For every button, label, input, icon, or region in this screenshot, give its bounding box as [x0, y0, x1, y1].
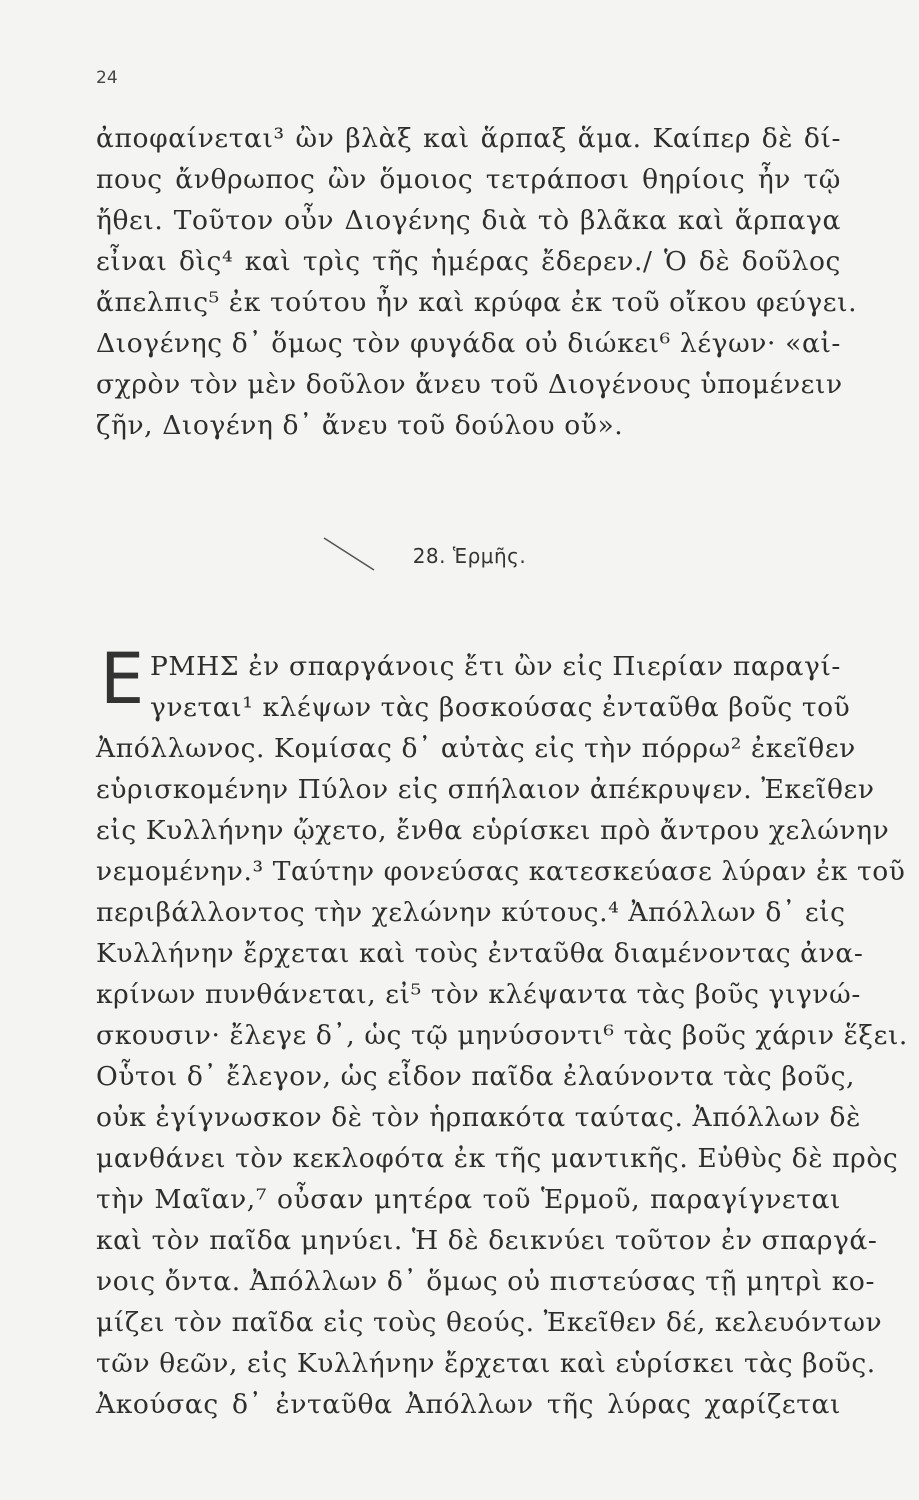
drop-cap: Ε — [100, 638, 145, 720]
text-line: ΡΜΗΣ ἐν σπαργάνοις ἔτι ὢν εἰς Πιερίαν παραγί- — [150, 651, 841, 682]
text-line: ἤθει. Τοῦτον οὖν Διογένης διὰ τὸ βλᾶκα καὶ ἅρπαγα — [96, 205, 841, 236]
text-line: μανθάνει τὸν κεκλοφότα ἐκ τῆς μαντικῆς. Εὐθὺς δὲ πρὸς — [96, 1143, 899, 1174]
text-line: περιβάλλοντος τὴν χελώνην κύτους.⁴ Ἀπόλλων δ᾽ εἰς — [96, 897, 846, 928]
text-line: γνεται¹ κλέψων τὰς βοσκούσας ἐνταῦθα βοῦς τοῦ — [150, 692, 851, 723]
text-line: οὐκ ἐγίγνωσκον δὲ τὸν ἡρπακότα ταύτας. Ἀπόλλων δὲ — [96, 1102, 861, 1133]
paragraph-diogenes — [96, 118, 858, 446]
text-line: μίζει τὸν παῖδα εἰς τοὺς θεούς. Ἐκεῖθεν δέ, κελευόντων — [96, 1307, 883, 1338]
text-line: σκουσιν· ἔλεγε δ᾽, ὡς τῷ μηνύσοντι⁶ τὰς βοῦς χάριν ἕξει. — [96, 1020, 908, 1051]
text-line: τὴν Μαῖαν,⁷ οὖσαν μητέρα τοῦ Ἑρμοῦ, παραγίγνεται — [96, 1184, 841, 1215]
text-line: εἶναι δὶς⁴ καὶ τρὶς τῆς ἡμέρας ἔδερεν./ Ὁ δὲ δοῦλος — [96, 246, 841, 277]
text-line: κρίνων πυνθάνεται, εἰ⁵ τὸν κλέψαντα τὰς βοῦς γιγνώ- — [96, 979, 861, 1010]
section-heading — [0, 544, 919, 568]
text-line: σχρὸν τὸν μὲν δοῦλον ἄνευ τοῦ Διογένους ὑπομένειν — [96, 369, 843, 400]
text-line: τῶν θεῶν, εἰς Κυλλήνην ἔρχεται καὶ εὑρίσκει τὰς βοῦς. — [96, 1348, 876, 1379]
text-line: ζῆν, Διογένη δ᾽ ἄνευ τοῦ δούλου οὔ». — [96, 410, 624, 441]
text-line: Ἀπόλλωνος. Κομίσας δ᾽ αὐτὰς εἰς τὴν πόρρω² ἐκεῖθεν — [96, 733, 856, 764]
text-line: ἄπελπις⁵ ἐκ τούτου ἦν καὶ κρύφα ἐκ τοῦ οἴκου φεύγει. — [96, 287, 858, 318]
text-line: Ἀκούσας δ᾽ ἐνταῦθα Ἀπόλλων τῆς λύρας χαρίζεται — [96, 1389, 841, 1420]
text-line: καὶ τὸν παῖδα μηνύει. Ἡ δὲ δεικνύει τοῦτον ἐν σπαργά- — [96, 1225, 878, 1256]
text-line: πους ἄνθρωπος ὢν ὅμοιος τετράποσι θηρίοις ἦν τῷ — [96, 164, 841, 195]
text-line: εἰς Κυλλήνην ᾤχετο, ἔνθα εὑρίσκει πρὸ ἄντρου χελώνην — [96, 815, 890, 846]
text-line: εὑρισκομένην Πύλον εἰς σπήλαιον ἀπέκρυψεν. Ἐκεῖθεν — [96, 774, 875, 805]
text-line: νοις ὄντα. Ἀπόλλων δ᾽ ὅμως οὐ πιστεύσας τῇ μητρὶ κο- — [96, 1266, 876, 1297]
paragraph-hermes — [96, 638, 908, 1425]
text-line: νεμομένην.³ Ταύτην φονεύσας κατεσκεύασε λύραν ἐκ τοῦ — [96, 856, 906, 887]
section-heading-text: 28. Ἑρμῆς. — [412, 544, 527, 568]
text-line: Οὗτοι δ᾽ ἔλεγον, ὡς εἶδον παῖδα ἐλαύνοντα τὰς βοῦς, — [96, 1061, 856, 1092]
text-line: ἀποφαίνεται³ ὢν βλὰξ καὶ ἅρπαξ ἅμα. Καίπερ δὲ δί- — [96, 123, 841, 154]
text-line: Κυλλήνην ἔρχεται καὶ τοὺς ἐνταῦθα διαμένοντας ἀνα- — [96, 938, 864, 969]
page-number: 24 — [96, 68, 118, 88]
text-line: Διογένης δ᾽ ὅμως τὸν φυγάδα οὐ διώκει⁶ λέγων· «αἰ- — [96, 328, 841, 359]
